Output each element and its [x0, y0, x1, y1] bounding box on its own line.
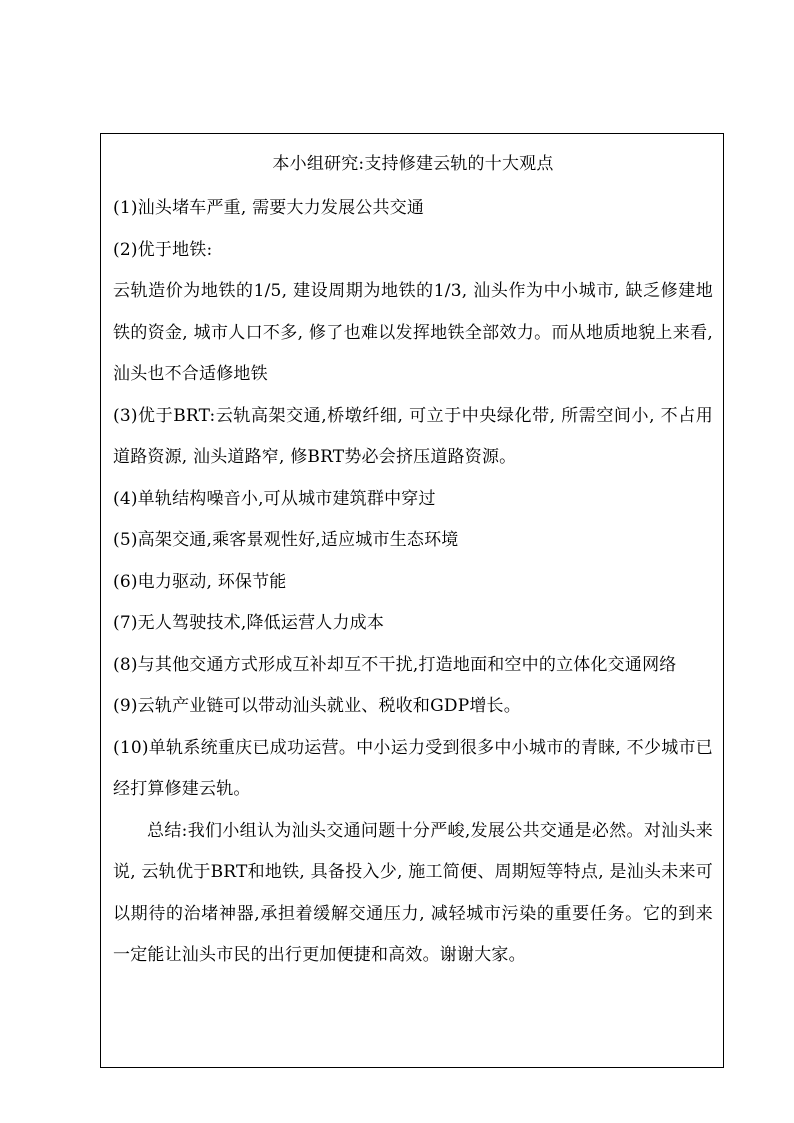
point-2-body: 云轨造价为地铁的1/5, 建设周期为地铁的1/3, 汕头作为中小城市, 缺乏修建地铁的资金, 城市人口不多, 修了也难以发挥地铁全部效力。而从地质地貌上来看, 汕头也不合适修地铁	[113, 281, 713, 384]
summary-paragraph: 总结:我们小组认为汕头交通问题十分严峻,发展公共交通是必然。对汕头来说, 云轨优于BRT和地铁, 具备投入少, 施工简便、周期短等特点, 是汕头未来可以期待的治堵神器,承担着缓解交通压力, 减轻城市污染的重要任务。它的到来一定能让汕头市民的出行更加便捷和高效。谢谢大家。	[113, 820, 713, 965]
point-3: (3)优于BRT:云轨高架交通,桥墩纤细, 可立于中央绿化带, 所需空间小, 不占用道路资源, 汕头道路窄, 修BRT势必会挤压道路资源。	[113, 405, 713, 467]
point-10: (10)单轨系统重庆已成功运营。中小运力受到很多中小城市的青睐, 不少城市已经打算修建云轨。	[113, 737, 713, 799]
point-9: (9)云轨产业链可以带动汕头就业、税收和GDP增长。	[113, 696, 521, 716]
document-title: 本小组研究:支持修建云轨的十大观点	[272, 154, 554, 174]
point-2-heading: (2)优于地铁:	[113, 239, 213, 260]
point-1: (1)汕头堵车严重, 需要大力发展公共交通	[113, 198, 425, 218]
point-6: (6)电力驱动, 环保节能	[113, 571, 287, 592]
point-8: (8)与其他交通方式形成互补却互不干扰,打造地面和空中的立体化交通网络	[113, 654, 677, 675]
point-5: (5)高架交通,乘客景观性好,适应城市生态环境	[113, 530, 459, 550]
document-content	[113, 146, 713, 977]
point-4: (4)单轨结构噪音小,可从城市建筑群中穿过	[113, 488, 436, 509]
point-7: (7)无人驾驶技术,降低运营人力成本	[113, 613, 385, 633]
document-frame	[100, 133, 724, 1068]
